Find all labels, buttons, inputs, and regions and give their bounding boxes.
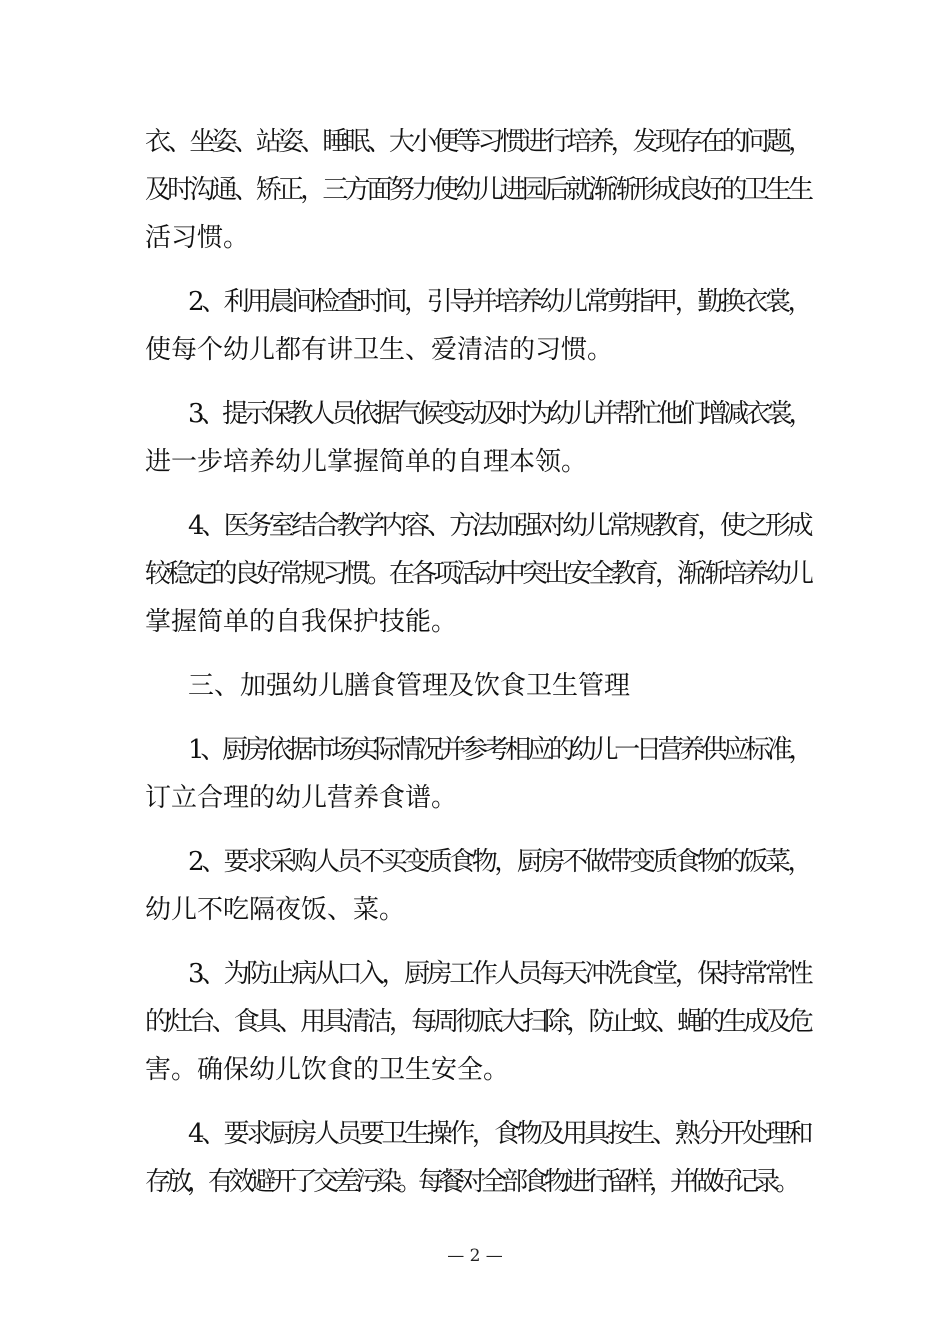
- paragraph-line: 的灶台、食具、用具清洁，每周彻底大扫除，防止蚊、蝇的生成及危: [145, 1007, 810, 1037]
- section-heading: 三、加强幼儿膳食管理及饮食卫生管理: [188, 671, 631, 701]
- paragraph-line: 3、提示保教人员依据气候变动及时为幼儿并帮忙他们增减衣裳，: [188, 399, 810, 429]
- paragraph-line: 4、要求厨房人员要卫生操作，食物及用具按生、熟分开处理和: [188, 1119, 810, 1149]
- paragraph-line: 4、医务室结合教学内容、方法加强对幼儿常规教育，使之形成: [188, 511, 810, 541]
- paragraph-line: 及时沟通、矫正，三方面努力使幼儿进园后就渐渐形成良好的卫生生: [145, 175, 810, 205]
- paragraph-line: 使每个幼儿都有讲卫生、爱清洁的习惯。: [145, 335, 614, 365]
- paragraph-line: 3、为防止病从口入，厨房工作人员每天冲洗食堂，保持常常性: [188, 959, 810, 989]
- paragraph-line: 2、要求采购人员不买变质食物，厨房不做带变质食物的饭菜，: [188, 847, 810, 877]
- paragraph-line: 进一步培养幼儿掌握简单的自理本领。: [145, 447, 588, 477]
- paragraph-line: 1、厨房依据市场实际情况并参考相应的幼儿一日营养供应标准，: [188, 735, 810, 765]
- paragraph-line: 衣、坐姿、站姿、睡眠、大小便等习惯进行培养，发现存在的问题，: [145, 127, 810, 157]
- paragraph-line: 掌握简单的自我保护技能。: [145, 607, 458, 637]
- paragraph-line: 存放，有效避开了交差污染。每餐对全部食物进行留样，并做好记录。: [145, 1167, 797, 1197]
- page-number: — 2 —: [447, 1246, 503, 1266]
- paragraph-line: 2、利用晨间检查时间，引导并培养幼儿常剪指甲，勤换衣裳，: [188, 287, 810, 317]
- paragraph-line: 活习惯。: [145, 223, 250, 253]
- paragraph-line: 害。确保幼儿饮食的卫生安全。: [145, 1055, 510, 1085]
- paragraph-line: 幼儿不吃隔夜饭、菜。: [145, 895, 406, 925]
- paragraph-line: 订立合理的幼儿营养食谱。: [145, 783, 458, 813]
- paragraph-line: 较稳定的良好常规习惯。在各项活动中突出安全教育，渐渐培养幼儿: [145, 559, 810, 589]
